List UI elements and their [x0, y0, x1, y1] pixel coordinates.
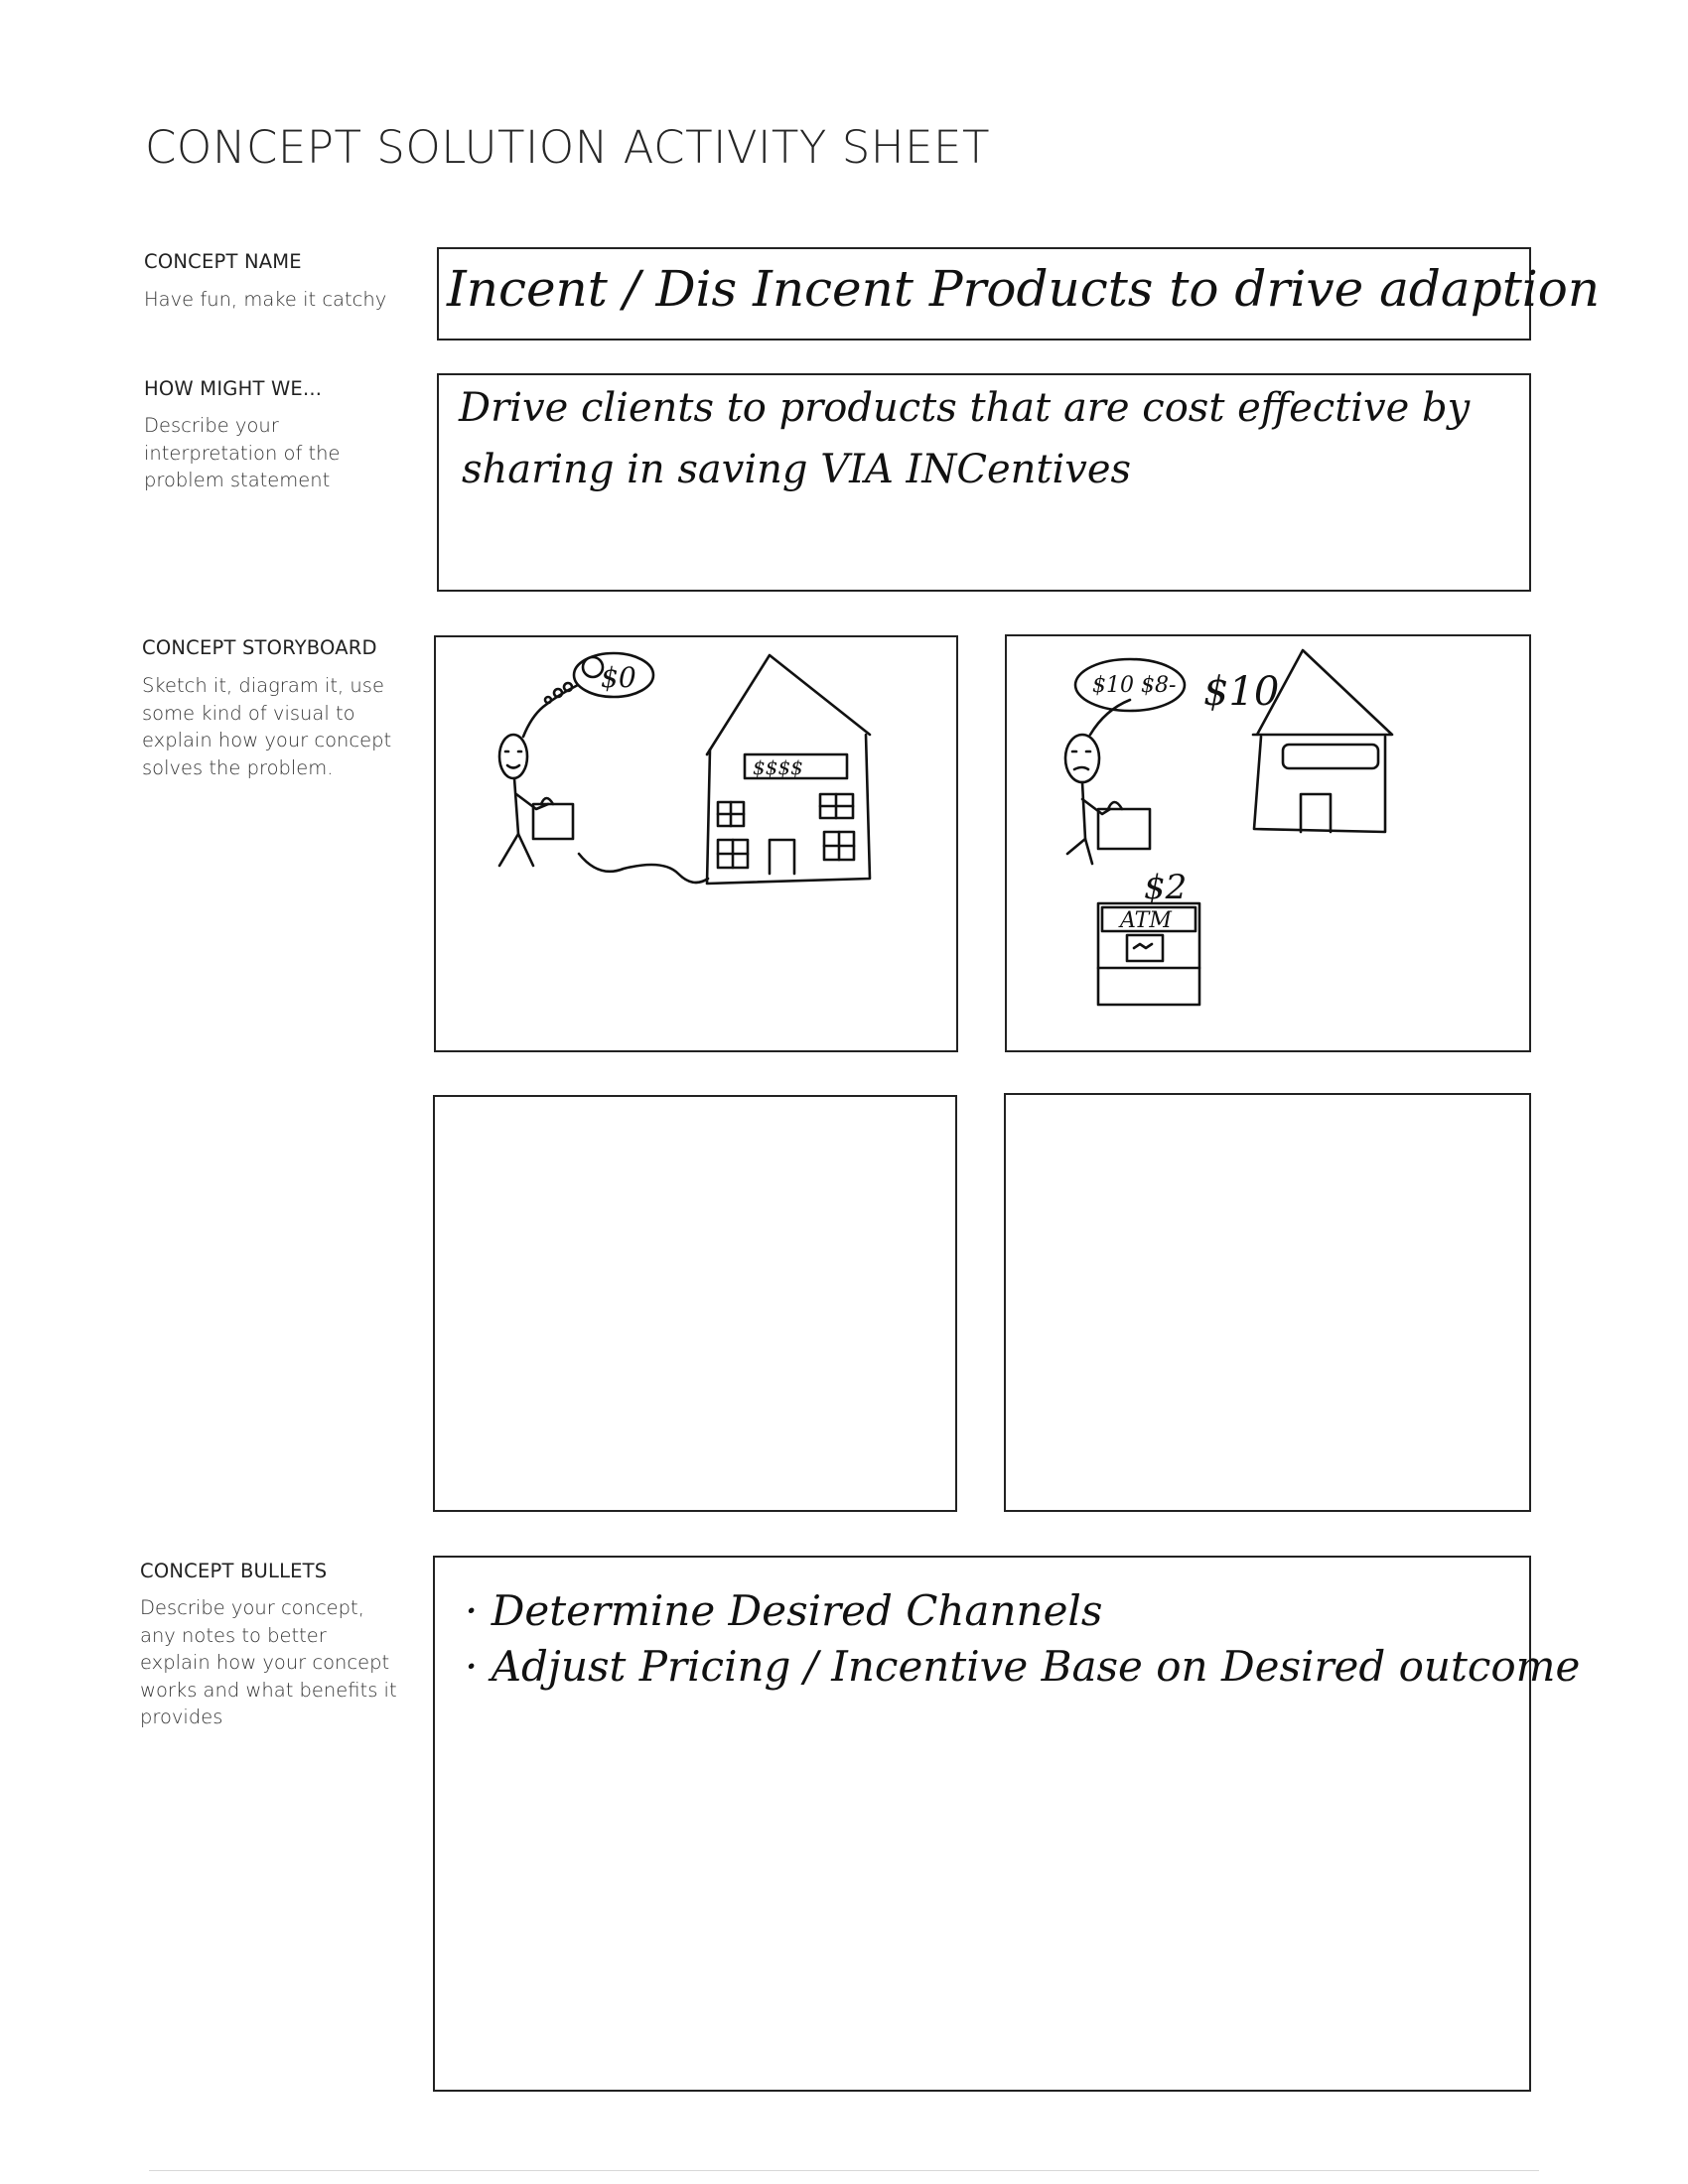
how-might-we-answer-line1: Drive clients to products that are cost effective by — [459, 385, 1471, 431]
storyboard-description: Sketch it, diagram it, use some kind of visual to explain how your concept solves the problem. — [142, 674, 392, 779]
page-bottom-divider — [149, 2170, 1539, 2171]
panel-2-bubble-text: $10 $8- — [1092, 673, 1177, 698]
concept-name-description: Have fun, make it catchy — [144, 288, 387, 311]
how-might-we-description: Describe your interpretation of the problem statement — [144, 414, 341, 491]
concept-bullet-text: Determine Desired Channels — [491, 1586, 1103, 1635]
panel-2-atm-price: $2 — [1144, 868, 1188, 907]
how-might-we-answer-line2: sharing in saving VIA INCentives — [462, 447, 1132, 492]
concept-bullet-list — [465, 1583, 1580, 1695]
sheet-title: CONCEPT SOLUTION ACTIVITY SHEET — [145, 121, 990, 174]
how-might-we-heading: HOW MIGHT WE... — [144, 377, 323, 400]
concept-name-answer: Incent / Dis Incent Products to drive adaption — [447, 260, 1601, 318]
concept-bullet-item: · Adjust Pricing / Incentive Base on Desired outcome — [465, 1642, 1581, 1691]
person-sketch-2 — [1065, 735, 1110, 864]
concept-name-heading: CONCEPT NAME — [144, 250, 302, 273]
panel-2-branch-price: $10 — [1203, 669, 1280, 715]
concept-bullets-description: Describe your concept, any notes to better explain how your concept works and what benefits it provides — [140, 1596, 397, 1728]
panel-2-atm-label: ATM — [1120, 908, 1172, 933]
concept-bullet-item: · Determine Desired Channels — [465, 1586, 1103, 1635]
storyboard-heading: CONCEPT STORYBOARD — [142, 636, 377, 659]
concept-bullet-text: Adjust Pricing / Incentive Base on Desired outcome — [491, 1642, 1581, 1691]
briefcase-sketch-2 — [1098, 802, 1150, 849]
panel-1-sign-text: $$$$ — [753, 755, 803, 779]
concept-bullets-heading: CONCEPT BULLETS — [140, 1560, 328, 1582]
panel-1-bubble-text: $0 — [601, 661, 636, 694]
